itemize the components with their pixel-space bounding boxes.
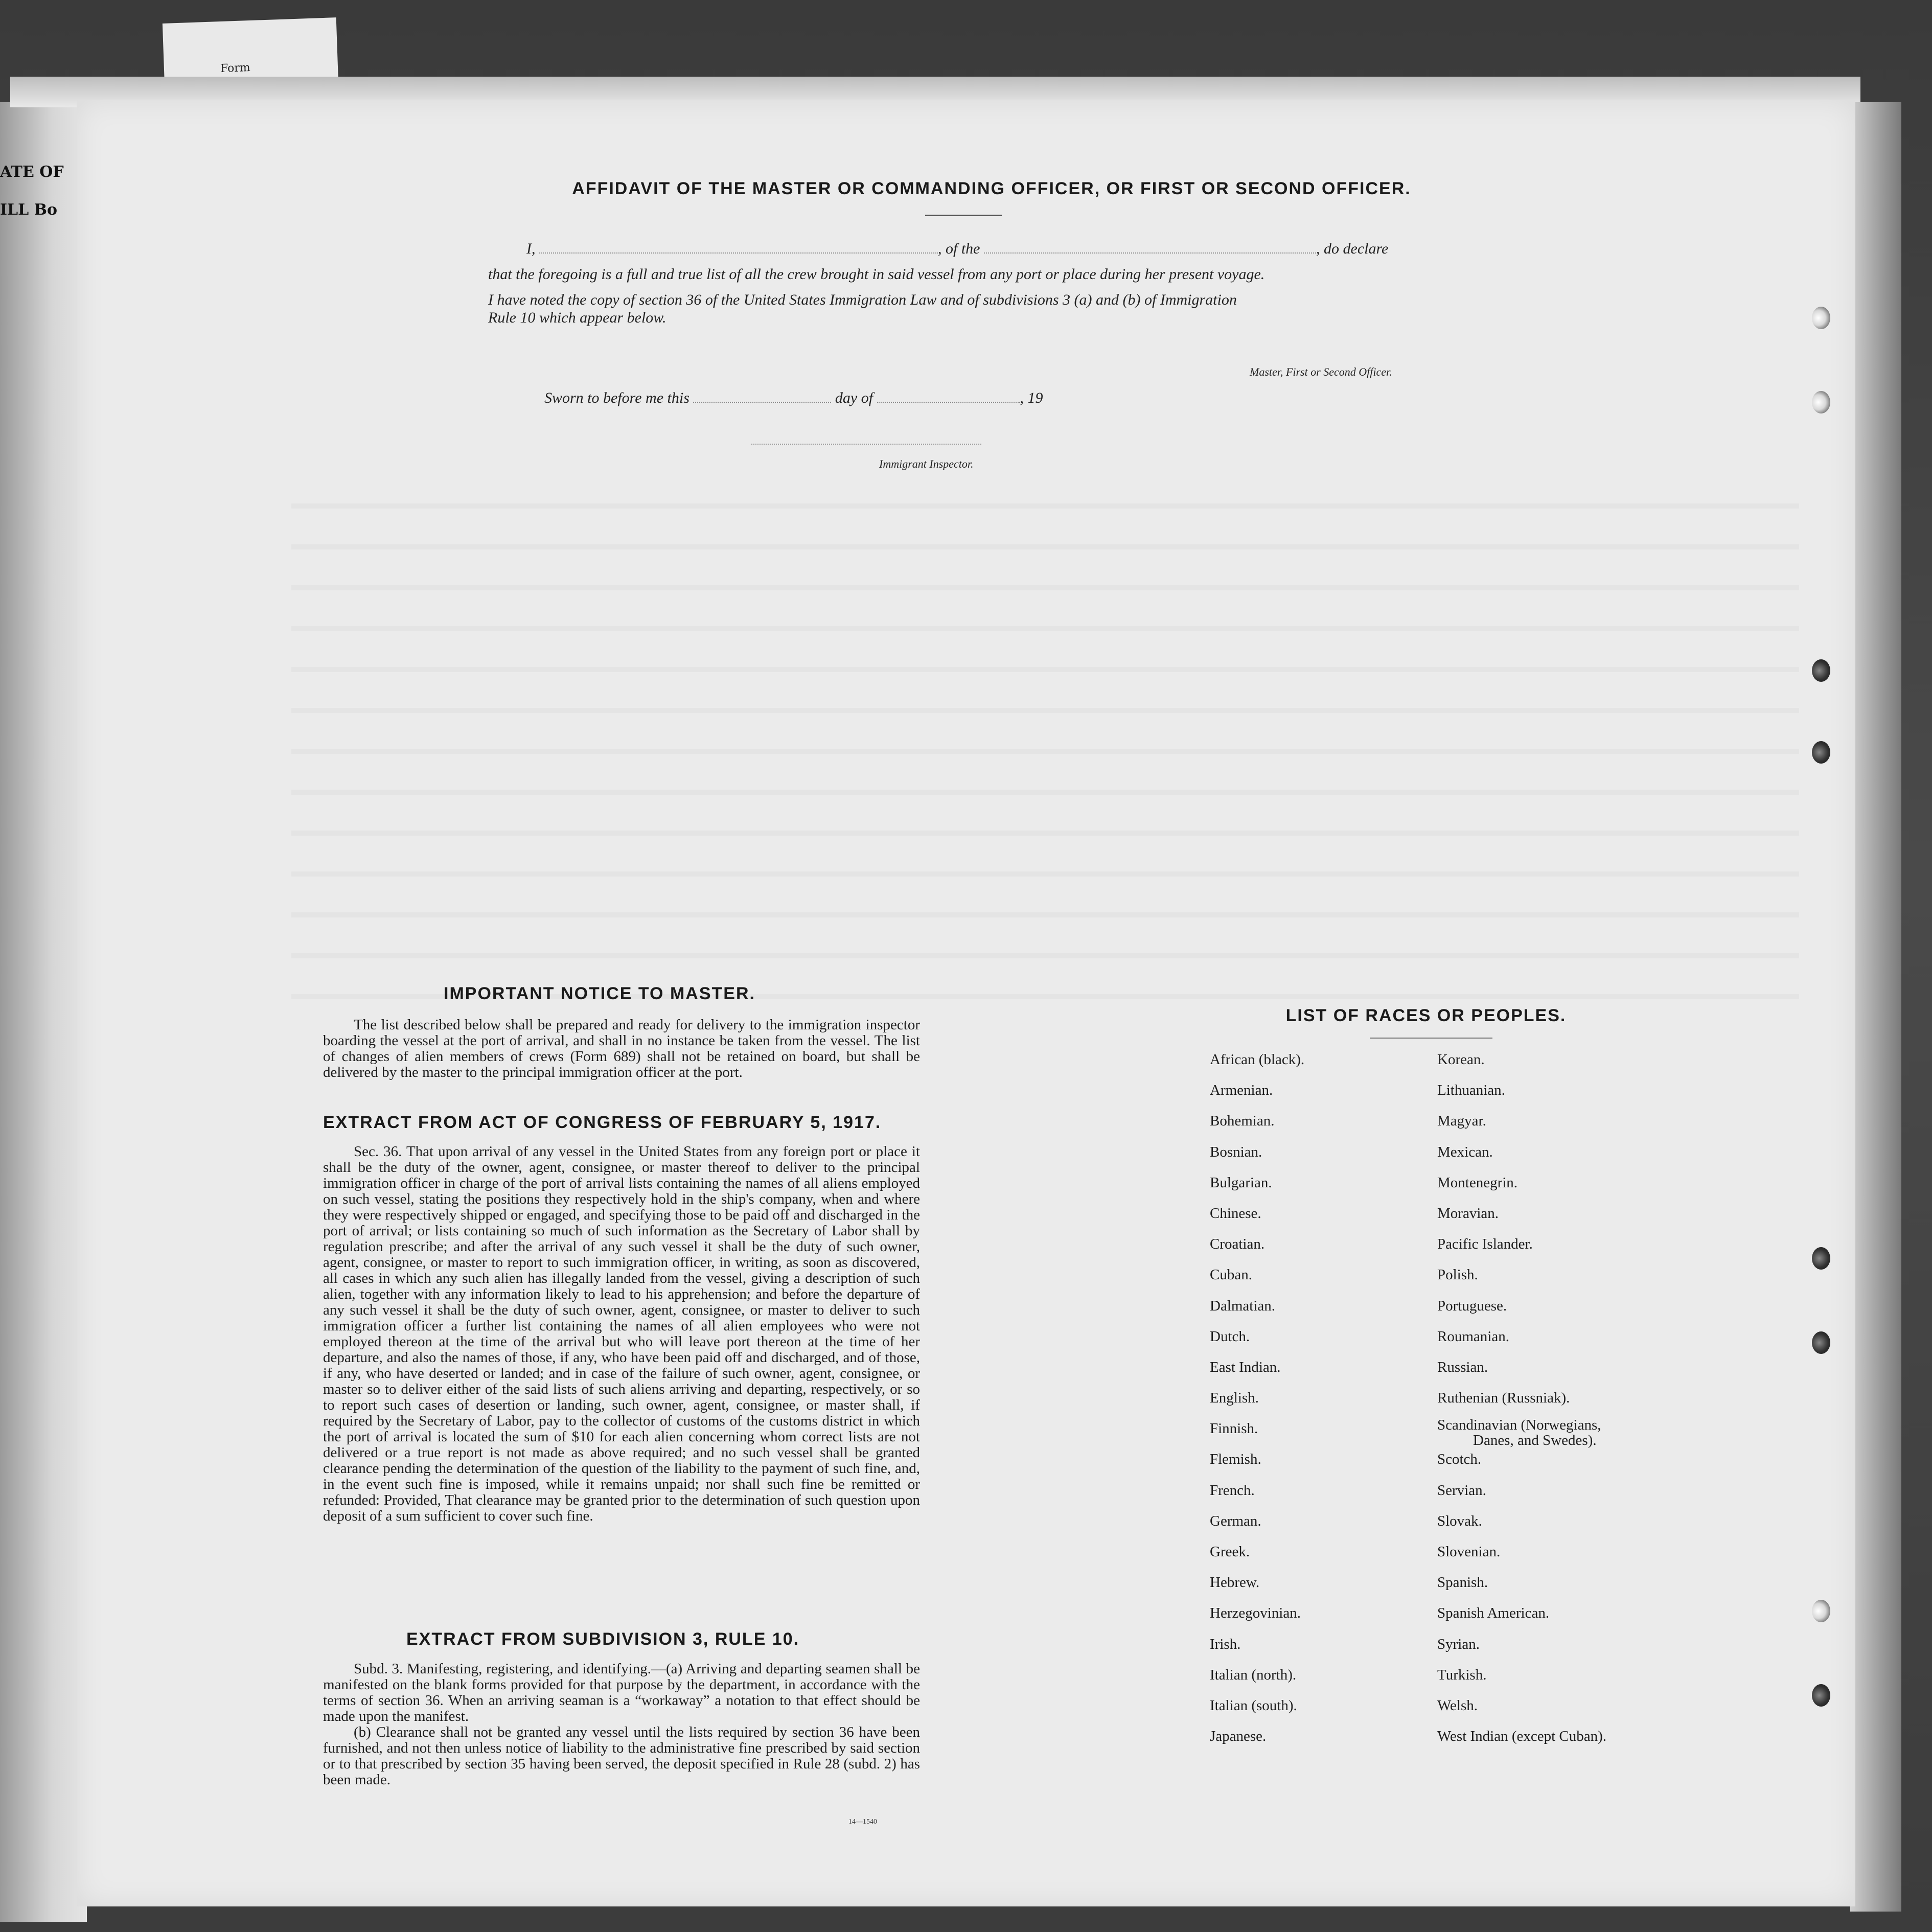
- race-entry: Bohemian.: [1210, 1113, 1275, 1130]
- act-extract-text: [323, 1144, 920, 1524]
- day-of-text: day of: [835, 389, 873, 406]
- race-entry: Bosnian.: [1210, 1143, 1262, 1160]
- race-entry: Japanese.: [1210, 1728, 1267, 1745]
- bleed-through: [291, 544, 1799, 549]
- rule-extract-title: EXTRACT FROM SUBDIVISION 3, RULE 10.: [406, 1629, 800, 1649]
- race-entry: Korean.: [1437, 1051, 1485, 1068]
- race-entry: Finnish.: [1210, 1420, 1258, 1437]
- race-entry: West Indian (except Cuban).: [1437, 1728, 1607, 1745]
- month-blank: [877, 389, 1020, 403]
- punch-hole: [1812, 659, 1830, 682]
- race-entry-line: Scandinavian (Norwegians,: [1437, 1417, 1601, 1434]
- race-entry: English.: [1210, 1390, 1259, 1407]
- punch-hole: [1812, 391, 1830, 413]
- race-entry: Magyar.: [1437, 1113, 1486, 1130]
- race-entry: Welsh.: [1437, 1697, 1478, 1714]
- races-rule: [1370, 1038, 1492, 1039]
- rule-paragraph-a: Subd. 3. Manifesting, registering, and identifying.—(a) Arriving and departing seamen shall be manifested on the blank forms provided for that purpose by the department, in accordance with the terms of section 36. When an arriving seaman is a “workaway” a notation to that effect should be made upon the manifest.: [323, 1661, 920, 1724]
- race-entry: Pacific Islander.: [1437, 1236, 1533, 1253]
- punch-hole: [1812, 307, 1830, 329]
- race-entry: Croatian.: [1210, 1236, 1265, 1253]
- races-title: LIST OF RACES OR PEOPLES.: [1285, 1006, 1567, 1025]
- affidavit-line-4: Rule 10 which appear below.: [488, 309, 666, 326]
- race-entry: Slovenian.: [1437, 1544, 1501, 1560]
- race-entry: Turkish.: [1437, 1666, 1487, 1683]
- name-blank: [539, 240, 938, 254]
- punch-hole: [1812, 741, 1830, 764]
- bleed-through: [291, 912, 1799, 917]
- rule-extract-text: [323, 1661, 920, 1788]
- race-entry: Ruthenian (Russniak).: [1437, 1390, 1570, 1407]
- bleed-through: [291, 585, 1799, 590]
- race-entry: Greek.: [1210, 1544, 1250, 1560]
- day-blank: [693, 389, 831, 403]
- punch-hole: [1812, 1684, 1830, 1707]
- race-entry: Irish.: [1210, 1636, 1241, 1652]
- act-paragraph: Sec. 36. That upon arrival of any vessel in the United States from any foreign port or place it shall be the duty of the owner, agent, consignee, or master thereof to deliver to the principal immigration officer in charge of the port of arrival lists containing the names of all aliens employed on such vessel, stating the positions they respectively hold in the ship's company, when and where they were respectively shipped or engaged, and specifying those to be paid off and discharged in the port of arrival; or lists containing so much of such information as the Secretary of Labor shall by regulation prescribe; and after the arrival of any such vessel it shall be the duty of such owner, agent, consignee, or master to report to such immigration officer, in writing, as soon as discovered, all cases in which any such alien has illegally landed from the vessel, giving a description of such alien, together with any information likely to lead to his apprehension; and before the departure of any such vessel it shall be the duty of such owner, agent, consignee, or master to deliver to such immigration officer a further list containing the names of all alien employees who were not employed thereon at the time of the arrival but who will leave port thereon at the time of her departure, and also the names of those, if any, who have been paid off and discharged, and of those, if any, who have deserted or landed; and in case of the failure of such owner, agent, consignee, or master so to deliver either of the said lists of such aliens arriving and departing, respectively, or so to report such cases of desertion or landing, such owner, agent, consignee, or master shall, if required by the Secretary of Labor, pay to the collector of customs of the customs district in which the port of arrival is located the sum of $10 for each alien concerning whom correct lists are not delivered or a true report is not made as above required; and no such vessel shall be granted clearance pending the determination of the question of the liability to the payment of such fine, and, in the event such fine is imposed, while it remains unpaid; nor shall such fine be remitted or refunded: Provided, That clearance may be granted prior to the determination of such question upon deposit of a sum sufficient to cover such fine.: [323, 1143, 920, 1524]
- sworn-text: Sworn to before me this: [544, 389, 689, 406]
- race-entry: Russian.: [1437, 1359, 1488, 1375]
- race-entry: Montenegrin.: [1437, 1174, 1518, 1191]
- notice-text: [323, 1017, 920, 1080]
- inspector-label: Immigrant Inspector.: [879, 457, 974, 470]
- title-rule: [925, 215, 1002, 216]
- notice-title: IMPORTANT NOTICE TO MASTER.: [444, 984, 755, 1003]
- race-entry: Bulgarian.: [1210, 1174, 1272, 1191]
- notice-paragraph: The list described below shall be prepared and ready for delivery to the immigration inspector boarding the vessel at the port of arrival, and shall in no instance be taken from the vessel. The list of changes of alien members of crews (Form 689) shall not be retained on board, but shall be delivered by the master to the principal immigration officer at the port.: [323, 1017, 920, 1080]
- punch-hole: [1812, 1331, 1830, 1354]
- race-entry: Armenian.: [1210, 1082, 1273, 1099]
- race-entry: Chinese.: [1210, 1205, 1261, 1222]
- bleed-through: [291, 749, 1799, 754]
- race-entry: East Indian.: [1210, 1359, 1281, 1375]
- bleed-through: [291, 953, 1799, 958]
- race-entry: African (black).: [1210, 1051, 1305, 1068]
- race-entry: Moravian.: [1437, 1205, 1499, 1222]
- bleed-through: [291, 790, 1799, 795]
- rule-paragraph-b: (b) Clearance shall not be granted any vessel until the lists required by section 36 have been furnished, and not then unless notice of liability to the administrative fine prescribed by said section or to that prescribed by section 35 having been served, the deposit specified in Rule 28 (subd. 2) has been made.: [323, 1724, 920, 1788]
- bleed-through: [291, 503, 1799, 509]
- underlying-sheet: [0, 102, 87, 1922]
- vessel-blank: [984, 240, 1316, 254]
- race-entry: Portuguese.: [1437, 1297, 1507, 1314]
- bleed-through: [291, 626, 1799, 631]
- margin-fragment-line: ILL Bo: [0, 201, 58, 219]
- master-signature-label: Master, First or Second Officer.: [1250, 365, 1392, 378]
- punch-hole: [1812, 1247, 1830, 1270]
- bleed-through: [291, 667, 1799, 672]
- races-column-2: [1437, 1044, 1723, 1752]
- race-entry: Spanish American.: [1437, 1605, 1550, 1622]
- race-entry: Spanish.: [1437, 1574, 1488, 1591]
- race-entry: Dutch.: [1210, 1328, 1250, 1345]
- race-entry: [1437, 1413, 1723, 1449]
- race-entry: Syrian.: [1437, 1636, 1480, 1652]
- race-entry: Roumanian.: [1437, 1328, 1509, 1345]
- binder-edge: [1850, 102, 1901, 1912]
- affidavit-line-1: [526, 240, 1482, 258]
- race-entry: French.: [1210, 1482, 1255, 1499]
- margin-fragment: [0, 153, 87, 229]
- race-entry: Hebrew.: [1210, 1574, 1260, 1591]
- race-entry-continuation: Danes, and Swedes).: [1473, 1432, 1597, 1449]
- race-entry: Lithuanian.: [1437, 1082, 1505, 1099]
- punch-hole: [1812, 1600, 1830, 1622]
- race-entry: Mexican.: [1437, 1143, 1493, 1160]
- race-entry: Polish.: [1437, 1267, 1478, 1283]
- race-entry: Cuban.: [1210, 1267, 1252, 1283]
- year-text: , 19: [1020, 389, 1043, 406]
- margin-fragment-line: ATE OF: [0, 163, 64, 181]
- form-tab-text: Form: [220, 61, 251, 76]
- race-entry: Servian.: [1437, 1482, 1486, 1499]
- race-entry: Herzegovinian.: [1210, 1605, 1301, 1622]
- race-entry: German.: [1210, 1512, 1261, 1529]
- bleed-through: [291, 871, 1799, 877]
- sworn-line: [544, 389, 1158, 407]
- bleed-through: [291, 831, 1799, 836]
- bleed-through: [291, 708, 1799, 713]
- affidavit-line-3: I have noted the copy of section 36 of the United States Immigration Law and of subdivisions 3 (a) and (b) of Immigration: [488, 291, 1237, 308]
- act-extract-title: EXTRACT FROM ACT OF CONGRESS OF FEBRUARY 5, 1917.: [323, 1113, 882, 1132]
- race-entry: Italian (north).: [1210, 1666, 1297, 1683]
- affidavit-of-the: , of the: [938, 240, 980, 257]
- race-entry: Scotch.: [1437, 1451, 1482, 1468]
- affidavit-line-2: that the foregoing is a full and true list of all the crew brought in said vessel from any port or place during her present voyage.: [488, 266, 1265, 283]
- race-entry: Flemish.: [1210, 1451, 1261, 1468]
- race-entry: Dalmatian.: [1210, 1297, 1276, 1314]
- affidavit-title: AFFIDAVIT OF THE MASTER OR COMMANDING OFFICER, OR FIRST OR SECOND OFFICER.: [572, 179, 1411, 198]
- affidavit-declare: , do declare: [1316, 240, 1389, 257]
- race-entry: Slovak.: [1437, 1512, 1482, 1529]
- races-column-1: [1210, 1044, 1424, 1752]
- form-code: 14—1540: [848, 1818, 877, 1826]
- affidavit-i: I,: [526, 240, 536, 257]
- race-entry: Italian (south).: [1210, 1697, 1297, 1714]
- inspector-signature-line: [751, 444, 981, 445]
